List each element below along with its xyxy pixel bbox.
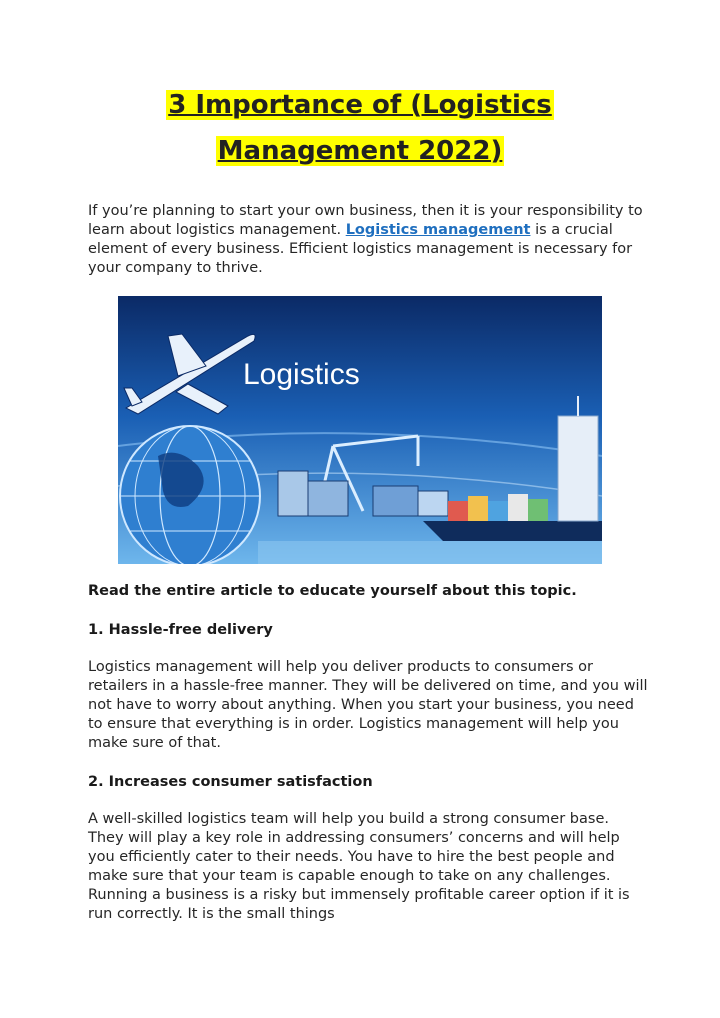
cargo-ship-icon <box>423 396 602 541</box>
page-title <box>80 82 640 174</box>
intro-paragraph <box>88 202 648 278</box>
logistics-hero-image <box>118 296 602 564</box>
intro-text-before-link: If you’re planning to start your own business, then it is your responsibility to learn about logistics management. <box>88 203 643 238</box>
airplane-icon <box>124 334 255 414</box>
logistics-management-link[interactable]: Logistics management <box>345 222 531 238</box>
section-heading-2: 2. Increases consumer satisfaction <box>88 774 373 790</box>
hero-caption: Logistics <box>243 358 360 391</box>
intro-text-after-link: is a crucial element of every business. Efficient logistics management is necessary for your company to thrive. <box>88 222 633 276</box>
section-body-2: A well-skilled logistics team will help you build a strong consumer base. They will play a key role in addressing consumers’ concerns and will help you efficiently cater to their needs. You have to hire the best people and make sure that your team is capable enough to take on any challenges. Running a business is a risky but immensely profitable career option if it is run correctly. It is the small things <box>88 811 630 922</box>
title-line-1: 3 Importance of (Logistics <box>168 90 552 120</box>
title-line-2: Management 2022) <box>217 136 503 166</box>
globe-icon <box>120 426 260 564</box>
section-body-1: Logistics management will help you deliver products to consumers or retailers in a hassle-free manner. They will be delivered on time, and you will not have to worry about anything. When you start your business, you need to ensure that everything is in order. Logistics management will help you make sure of that. <box>88 659 648 751</box>
section-heading-1: 1. Hassle-free delivery <box>88 622 273 638</box>
lead-sentence: Read the entire article to educate yourself about this topic. <box>88 583 577 599</box>
